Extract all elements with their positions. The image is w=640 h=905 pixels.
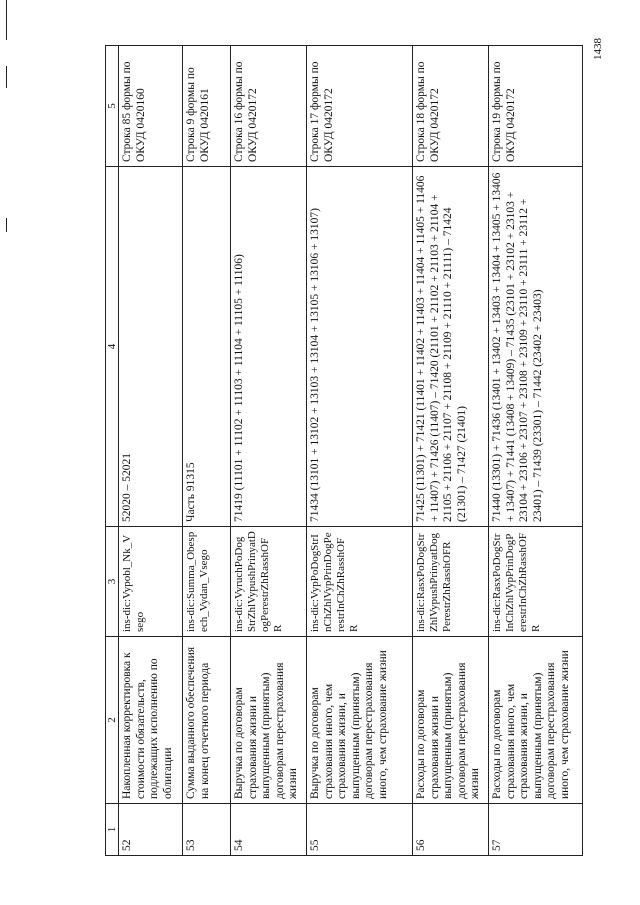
column-header: 1 [106,804,119,856]
indicator-name: Расходы по договорам страхования жизни и выпущенным (принятым) договорам перестрахования жизни [413,637,489,804]
indicator-name: Сумма выданного обеспечения на конец отчетного периода [183,637,231,804]
account-formula: 71434 (13101 + 13102 + 13103 + 13104 + 13105 + 13106 + 13107) [307,167,413,527]
row-number: 53 [183,804,231,856]
account-formula: Часть 91315 [183,167,231,527]
account-formula: 71419 (11101 + 11102 + 11103 + 11104 + 11105 + 11106) [231,167,307,527]
account-formula: 71425 (11301) + 71421 (11401 + 11402 + 11403 + 11404 + 11405 + 11406 + 11407) + 71426 (11407) – 71420 (21101 + 21102 + 21103 + 21104 + 21105 + 21106 + 21107 + 21108 + 21109 + 21110 + 21111) – 71424 (21301) – 71427 (21401) [413,167,489,527]
source-line: Строка 18 формы по ОКУД 0420172 [413,46,489,167]
row-number: 54 [231,804,307,856]
table-row [231,46,307,856]
account-formula: 71440 (13301) + 71436 (13401 + 13402 + 13403 + 13404 + 13405 + 13406 + 13407) + 71441 (13408 + 13409) – 71435 (23101 + 23102 + 23103 + 23104 + 23106 + 23107 + 23108 + 23109 + 23110 + 23111 + 23112 + 23401) – 71439 (23301) – 71442 (23402 + 23403) [489,167,583,527]
column-header: 3 [106,527,119,637]
taxonomy-code: ins-dic:RasxPoDogStrInChZhlVypPrinDogPerestrInChZhRasshOFR [489,527,583,637]
table-row [307,46,413,856]
table-row [413,46,489,856]
taxonomy-code: ins-dic:Summa_Obespech_Vydan_Vsego [183,527,231,637]
source-line: Строка 9 формы по ОКУД 0420161 [183,46,231,167]
page-number: 1438 [592,38,604,60]
scan-edge-mark [6,0,7,40]
table-row [489,46,583,856]
column-header: 2 [106,637,119,804]
row-number: 52 [119,804,183,856]
taxonomy-code: ins-dic:VypPoDogStrInChZhlVypPrinDogPerestrInChZhRasshOFR [307,527,413,637]
indicator-name: Выручка по договорам страхования иного, чем страхования жизни, и выпущенным (принятым) договорам перестрахования иного, чем страхование жизни [307,637,413,804]
account-formula: 52020 – 52021 [119,167,183,527]
column-header: 4 [106,167,119,527]
mapping-table [105,45,583,856]
column-number-row [106,46,119,856]
indicator-name: Расходы по договорам страхования иного, чем страхования жизни, и выпущенным (принятым) договорам перестрахования иного, чем страхование жизни [489,637,583,804]
source-line: Строка 17 формы по ОКУД 0420172 [307,46,413,167]
table-row [183,46,231,856]
scan-edge-mark [6,66,7,88]
row-number: 55 [307,804,413,856]
scan-edge-mark [6,218,7,232]
source-line: Строка 85 формы по ОКУД 0420160 [119,46,183,167]
source-line: Строка 16 формы по ОКУД 0420172 [231,46,307,167]
column-header: 5 [106,46,119,167]
taxonomy-code: ins-dic:VyruchPoDogStrZhlVypushPrinyatDogPerestrZhRasshOFR [231,527,307,637]
rotated-page-content [105,46,575,856]
source-line: Строка 19 формы по ОКУД 0420172 [489,46,583,167]
table-row [119,46,183,856]
taxonomy-code: ins-dic:RasxPoDogStrZhlVypushPrinyatDogPerestrZhRasshOFR [413,527,489,637]
taxonomy-code: ins-dic:Vypobl_Nk_Vsego [119,527,183,637]
row-number: 57 [489,804,583,856]
indicator-name: Выручка по договорам страхования жизни и выпущенным (принятым) договорам перестрахования жизни [231,637,307,804]
indicator-name: Накопленная корректировка к стоимости обязательств, подлежащих исполнению по облигации [119,637,183,804]
row-number: 56 [413,804,489,856]
